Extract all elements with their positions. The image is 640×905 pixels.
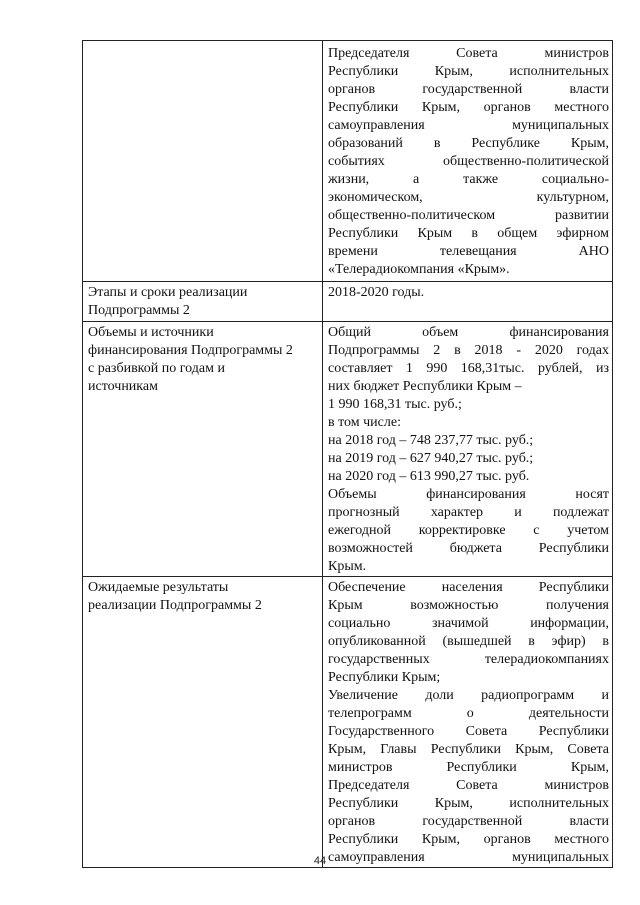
text-line: них бюджет Республики Крым –: [328, 379, 522, 394]
text-line: Крым, Главы Республики Крым, Совета: [328, 742, 609, 757]
text-line: министров Республики Крым,: [328, 760, 609, 775]
text-line: Республики Крым, исполнительных: [328, 796, 609, 811]
text-line: «Телерадиокомпания «Крым».: [328, 262, 510, 277]
table-row-finance: [83, 322, 613, 577]
text-line: общественно-политическом развитии: [328, 208, 609, 223]
param-label-line: источникам: [88, 379, 158, 394]
param-label-line: Объемы и источники: [88, 325, 214, 340]
param-cell-stages: [83, 282, 323, 322]
text-line: в том числе:: [328, 415, 401, 430]
page-number: 44: [313, 855, 327, 867]
text-line: образований в Республике Крым,: [328, 136, 609, 151]
text-line: органов государственной власти: [328, 82, 609, 97]
table-row-results: [83, 577, 613, 868]
value-cell-continuation: [323, 41, 613, 282]
text-line: Общий объем финансирования: [328, 325, 609, 340]
text-line: Крым.: [328, 559, 367, 574]
value-cell-finance: [323, 322, 613, 577]
table-row-stages: [83, 282, 613, 322]
value-cell-stages: [323, 282, 613, 322]
text-line: Крым возможностью получения: [328, 598, 609, 613]
text-line: экономическом, культурном,: [328, 190, 609, 205]
text-line: на 2018 год – 748 237,77 тыс. руб.;: [328, 433, 534, 448]
param-label-line: реализации Подпрограммы 2: [88, 598, 262, 613]
text-line: Республики Крым;: [328, 670, 441, 685]
text-line: государственных телерадиокомпаниях: [328, 652, 609, 667]
param-label-line: Этапы и сроки реализации: [88, 285, 248, 300]
stages-value: 2018-2020 годы.: [328, 285, 425, 300]
text-line: Обеспечение населения Республики: [328, 580, 609, 595]
text-line: на 2020 год – 613 990,27 тыс. руб.: [328, 469, 530, 484]
text-line: Республики Крым, исполнительных: [328, 64, 609, 79]
text-line: времени телевещания АНО: [328, 244, 609, 259]
text-line: Государственного Совета Республики: [328, 724, 609, 739]
text-line: самоуправления муниципальных: [328, 850, 609, 865]
text-line: жизни, а также социально-: [328, 172, 609, 187]
param-cell-finance: [83, 322, 323, 577]
text-line: опубликованной (вышедшей в эфир) в: [328, 634, 609, 649]
text-line: 1 990 168,31 тыс. руб.;: [328, 397, 462, 412]
text-line: Увеличение доли радиопрограмм и: [328, 688, 609, 703]
param-label-line: финансирования Подпрограммы 2: [88, 343, 293, 358]
text-line: органов государственной власти: [328, 814, 609, 829]
text-line: самоуправления муниципальных: [328, 118, 609, 133]
param-label-line: Подпрограммы 2: [88, 303, 190, 318]
text-line: прогнозный характер и подлежат: [328, 505, 609, 520]
text-line: возможностей бюджета Республики: [328, 541, 609, 556]
text-line: составляет 1 990 168,31тыс. рублей, из: [328, 361, 609, 376]
text-line: ежегодной корректировке с учетом: [328, 523, 609, 538]
text-line: Объемы финансирования носят: [328, 487, 609, 502]
value-cell-results: [323, 577, 613, 868]
text-line: Республики Крым, органов местного: [328, 100, 609, 115]
text-line: Республики Крым, органов местного: [328, 832, 609, 847]
text-line: Республики Крым в общем эфирном: [328, 226, 609, 241]
passport-table: [82, 40, 613, 868]
text-line: Подпрограммы 2 в 2018 - 2020 годах: [328, 343, 609, 358]
text-line: на 2019 год – 627 940,27 тыс. руб.;: [328, 451, 534, 466]
param-cell-results: [83, 577, 323, 868]
text-line: Председателя Совета министров: [328, 46, 609, 61]
param-cell-empty: [83, 41, 323, 282]
param-label-line: с разбивкой по годам и: [88, 361, 225, 376]
param-label-line: Ожидаемые результаты: [88, 580, 229, 595]
text-line: Председателя Совета министров: [328, 778, 609, 793]
text-line: социально значимой информации,: [328, 616, 609, 631]
table-row-continuation: [83, 41, 613, 282]
text-line: событиях общественно-политической: [328, 154, 609, 169]
text-line: телепрограмм о деятельности: [328, 706, 609, 721]
